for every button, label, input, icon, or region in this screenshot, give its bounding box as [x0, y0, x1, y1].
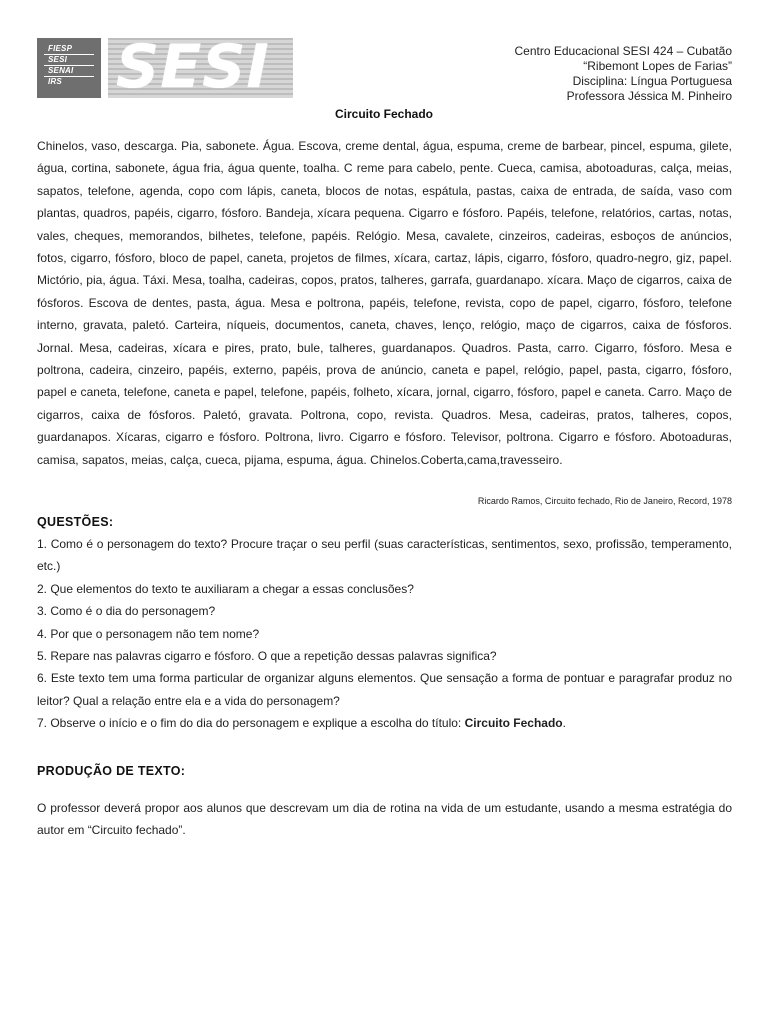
citation: Ricardo Ramos, Circuito fechado, Rio de Janeiro, Record, 1978	[477, 496, 732, 506]
logo-box-lines	[44, 44, 94, 87]
logo-line-fiesp: FIESP	[44, 44, 94, 55]
teacher: Professora Jéssica M. Pinheiro	[566, 89, 732, 103]
question-item: 5. Repare nas palavras cigarro e fósforo. O que a repetição dessas palavras significa?	[37, 649, 497, 664]
logo-line-irs: IRS	[48, 77, 62, 86]
production-text: O professor deverá propor aos alunos que descrevam um dia de rotina na vida de um estudante, usando a mesma estratégia do autor em “Circuito fechado”.	[37, 801, 732, 838]
document-title: Circuito Fechado	[334, 107, 433, 121]
logo-wordmark-text: SESI	[116, 38, 270, 98]
question-7-suffix: .	[562, 716, 566, 731]
question-7-prefix: 7. Observe o início e o fim do dia do personagem e explique a escolha do título:	[37, 716, 465, 731]
question-item	[37, 712, 732, 734]
question-item: 6. Este texto tem uma forma particular de organizar alguns elementos. Que sensação a forma de pontuar e paragrafar produz no leitor? Qual a relação entre ela e a vida do personagem?	[37, 671, 732, 708]
question-item: 4. Por que o personagem não tem nome?	[37, 626, 260, 641]
logo-line-sesi: SESI	[44, 55, 94, 66]
logo-box	[37, 38, 101, 98]
question-7-title: Circuito Fechado	[464, 716, 563, 731]
questions-heading: QUESTÕES:	[37, 515, 114, 529]
school-name: Centro Educacional SESI 424 – Cubatão	[514, 44, 732, 58]
sesi-logo-wordmark	[108, 38, 293, 98]
logo-line-senai: SENAI	[44, 66, 94, 77]
question-item: 1. Como é o personagem do texto? Procure traçar o seu perfil (suas características, sentimentos, sexo, profissão, temperamento, etc.)	[37, 537, 732, 574]
main-text: Chinelos, vaso, descarga. Pia, sabonete. Água. Escova, creme dental, água, espuma, creme de barbear, pincel, espuma, gilete, água, cortina, sabonete, água fria, água quente, toalha. C reme para cabelo, pente. Cueca, camisa, abotoaduras, calça, meias, sapatos, telefone, agenda, copo com lápis, caneta, blocos de notas, espátula, pastas, caixa de entrada, de saída, vaso com plantas, quadros, papéis, cigarro, fósforo. Bandeja, xícara pequena. Cigarro e fósforo. Papéis, telefone, relatórios, cartas, notas, vales, cheques, memorandos, bilhetes, telefone, papéis. Relógio. Mesa, cavalete, cinzeiros, cadeiras, esboços de anúncios, fotos, cigarro, fósforo, bloco de papel, caneta, projetos de filmes, xícara, cartaz, lápis, cigarro, fósforo, quadro-negro, giz, papel. Mictório, pia, água. Táxi. Mesa, toalha, cadeiras, copos, pratos, talheres, garrafa, guardanapo. xícara. Maço de cigarros, caixa de fósforos. Escova de dentes, pasta, água. Mesa e poltrona, papéis, telefone, revista, copo de papel, cigarro, fósforo, telefone interno, gravata, paletó. Carteira, níqueis, documentos, caneta, chaves, lenço, relógio, maço de cigarros, caixa de fósforos. Jornal. Mesa, cadeiras, xícara e pires, prato, bule, talheres, guardanapos. Quadros. Pasta, carro. Cigarro, fósforo. Mesa e poltrona, cadeira, cinzeiro, papéis, externo, papéis, prova de anúncio, caneta e papel, relógio, papel, pasta, cigarro, fósforo, papel e caneta, telefone, caneta e papel, telefone, papéis, folheto, xícara, jornal, cigarro, fósforo, papel e caneta. Carro. Maço de cigarros, caixa de fósforos. Paletó, gravata. Poltrona, copo, revista. Quadros. Mesa, cadeiras, pratos, talheres, copos, guardanapos. Xícaras, cigarro e fósforo. Poltrona, livro. Cigarro e fósforo. Televisor, poltrona. Cigarro e fósforo. Abotoaduras, camisa, sapatos, meias, calça, cueca, pijama, espuma, água. Chinelos.Coberta,cama,travesseiro.	[37, 139, 732, 467]
questions-list	[37, 533, 732, 735]
school-info	[515, 44, 732, 104]
question-item: 3. Como é o dia do personagem?	[37, 604, 216, 619]
discipline: Disciplina: Língua Portuguesa	[572, 74, 732, 88]
production-heading: PRODUÇÃO DE TEXTO:	[37, 764, 186, 778]
school-patron: “Ribemont Lopes de Farias”	[583, 59, 732, 73]
question-item: 2. Que elementos do texto te auxiliaram a chegar a essas conclusões?	[37, 581, 414, 596]
